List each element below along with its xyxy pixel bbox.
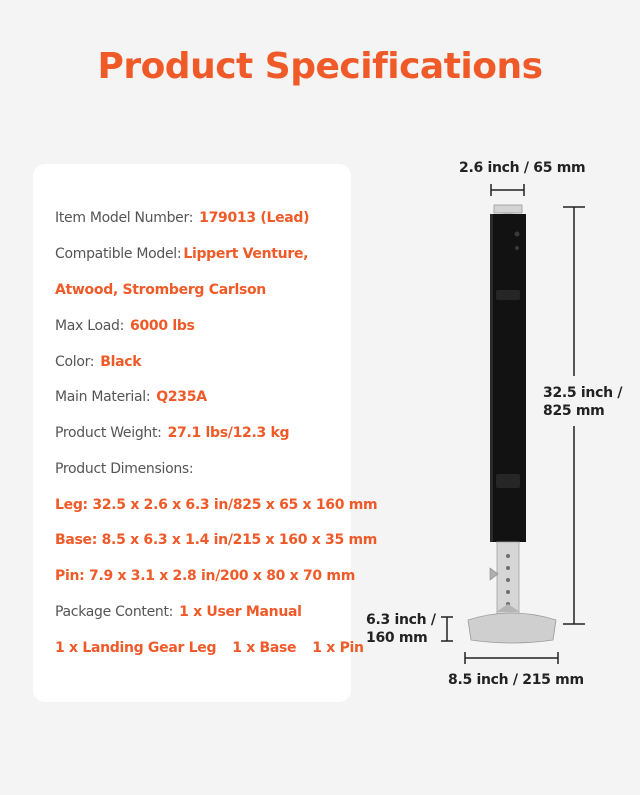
spec-value: Base: 8.5 x 6.3 x 1.4 in/215 x 160 x 35 mm xyxy=(55,532,378,548)
spec-label: Package Content: xyxy=(55,604,174,620)
dim-height-line1: 32.5 inch / xyxy=(543,385,623,401)
spec-label: Product Weight: xyxy=(55,425,162,441)
depth-dimension-line xyxy=(441,617,453,641)
dim-depth-line2: 160 mm xyxy=(366,630,428,646)
spec-label: Product Dimensions: xyxy=(55,461,194,477)
dim-depth-line1: 6.3 inch / xyxy=(366,612,436,628)
spec-value: Leg: 32.5 x 2.6 x 6.3 in/825 x 65 x 160 mm xyxy=(55,497,378,513)
spec-value: Pin: 7.9 x 3.1 x 2.8 in/200 x 80 x 70 mm xyxy=(55,568,356,584)
spec-label: Item Model Number: xyxy=(55,210,194,226)
height-dimension-line xyxy=(563,207,585,624)
spec-value: Atwood, Stromberg Carlson xyxy=(55,282,266,298)
spec-label: Compatible Model: xyxy=(55,246,182,262)
dim-width-top: 2.6 inch / 65 mm xyxy=(459,160,586,176)
spec-value: 1 x Pin xyxy=(312,640,364,656)
page-title: Product Specifications xyxy=(97,46,543,87)
spec-value: Black xyxy=(100,354,142,370)
inner-tube xyxy=(490,542,519,614)
dim-height-line2: 825 mm xyxy=(543,403,605,419)
spec-value: 6000 lbs xyxy=(130,318,195,334)
spec-value: 27.1 lbs/12.3 kg xyxy=(167,425,290,441)
dim-base-width: 8.5 inch / 215 mm xyxy=(448,672,584,688)
spec-value: Q235A xyxy=(156,389,207,405)
spec-value: 1 x Base xyxy=(232,640,297,656)
spec-label: Main Material: xyxy=(55,389,151,405)
width-dimension-line xyxy=(491,184,524,196)
spec-value: 1 x User Manual xyxy=(179,604,302,620)
base-plate xyxy=(468,604,556,643)
leg-tube xyxy=(490,214,526,542)
spec-label: Color: xyxy=(55,354,95,370)
spec-label: Max Load: xyxy=(55,318,124,334)
spec-value: 1 x Landing Gear Leg xyxy=(55,640,217,656)
spec-value: 179013 (Lead) xyxy=(199,210,310,226)
spec-value: Lippert Venture, xyxy=(183,246,309,262)
base-width-dimension-line xyxy=(465,652,558,664)
